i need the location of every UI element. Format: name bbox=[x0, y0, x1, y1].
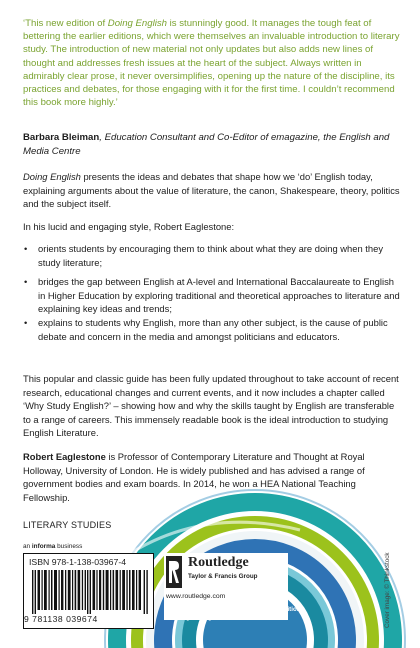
publisher-url[interactable]: www.routledge.com bbox=[166, 593, 226, 600]
routledge-logo-icon bbox=[166, 556, 182, 588]
style-line: In his lucid and engaging style, Robert Eaglestone: bbox=[23, 221, 235, 232]
barcode-number: 9 781138 039674 bbox=[24, 614, 98, 624]
isbn-barcode bbox=[23, 553, 154, 629]
ebook-note: Routledge titles are available as eBook editions in a range of digital formats bbox=[164, 606, 304, 621]
bullet-icon: • bbox=[24, 317, 28, 328]
reviewer-role: , Education Consultant and Co-Editor of emagazine, the English and Media Centre bbox=[23, 132, 390, 157]
publisher-name: Routledge bbox=[188, 555, 249, 570]
author-bio: Robert Eaglestone is Professor of Contemporary Literature and Thought at Royal Holloway, University of London. He is widely published and has advised a range of government bodies and exam boards. In 2014, he won a HEA National Teaching Fellowship. bbox=[23, 451, 365, 503]
intro-paragraph: Doing English presents the ideas and debates that shape how we ‘do’ English today, explaining arguments about the value of literature, the canon, Shakespeare, theory, politics and the subject itself. bbox=[23, 171, 400, 210]
guide-paragraph: This popular and classic guide has been fully updated throughout to take account of recent research, educational changes and current events, and it now includes a chapter called ‘Why Study English?’ – showing how and why the skills taught by English are transferable to a range of careers. This immensely readable book is the ideal introduction to studying English Literature. bbox=[23, 373, 399, 439]
bullet-icon: • bbox=[24, 243, 28, 254]
review-attribution bbox=[23, 131, 403, 158]
reviewer-name: Barbara Bleiman bbox=[23, 132, 100, 143]
author-name: Robert Eaglestone bbox=[23, 451, 106, 462]
bullet-icon: • bbox=[24, 276, 28, 287]
publisher-group: Taylor & Francis Group bbox=[188, 573, 258, 580]
subject-category: LITERARY STUDIES bbox=[23, 520, 112, 530]
barcode-icon bbox=[32, 570, 148, 614]
book-back-cover: ‘This new edition of Doing English is stunningly good. It manages the tough feat of bettering the earlier editions, which were themselves an invaluable introduction to literary study. The introduction of new material not only updates but also adds new lines of thought and addresses fresh issues at the heart of the subject. Always written in admirably clear prose, it never oversimplifies, opening up the nature of the discipline, its practices and debates, for those engaging with it for the first time. I couldn’t recommend this book more highly.’ Barbara Bleiman, Education Consultant and Co-Editor of emagazine, the English and Media Centre Doing English presents the ideas and debates that shape how we ‘do’ English today, explaining arguments about the value of literature, the canon, Shakespeare, theory, politics and the subject itself. In his lucid and engaging style, Robert Eaglestone: • orients students by encouraging them to think about what they are doing when they study literature; • bridges the gap between English at A-level and International Baccalaureate to English in Higher Education by exploring traditional and theoretical approaches to literature and explaining key ideas and trends; • explains to students why English, more than any other subject, is the cause of public debate and concern in the media and amongst politicians and educators. This popular and classic guide has been fully updated throughout to take account of recent research, educational changes and current events, and it now includes a chapter called ‘Why Study English?’ – showing how and why the skills taught by English are transferable to a range of careers. This immensely readable book is the ideal introduction to studying English Literature. Robert Eaglestone is Professor of Contemporary Literature and Thought at Royal Holloway, University of London. He is widely published and has advised a range of government bodies and exam boards. In 2014, he won a HEA National Teaching Fellowship. LITERARY STUDIES an informa business ISBN 978-1-138-03967-4 9 781138 039674 Routledge Taylor & Francis Group www.routledge.com Routledge titles are available as eBook editions in a range of digital formats Cover image: © Thinkstock bbox=[0, 0, 420, 648]
cover-image-credit: Cover image: © Thinkstock bbox=[384, 552, 391, 628]
informa-business-label: an informa business bbox=[23, 543, 83, 550]
review-quote: ‘This new edition of Doing English is stunningly good. It manages the tough feat of bettering the earlier editions, which were themselves an invaluable introduction to literary study. The introduction of new material not only updates but also adds new lines of thought and addresses fresh issues at the heart of the subject. Always written in admirably clear prose, it never oversimplifies, opening up the nature of the discipline, its practices and debates, for those engaging with it for the first time. I couldn’t recommend this book more highly.’ bbox=[23, 18, 400, 109]
isbn-label: ISBN 978-1-138-03967-4 bbox=[29, 557, 127, 567]
